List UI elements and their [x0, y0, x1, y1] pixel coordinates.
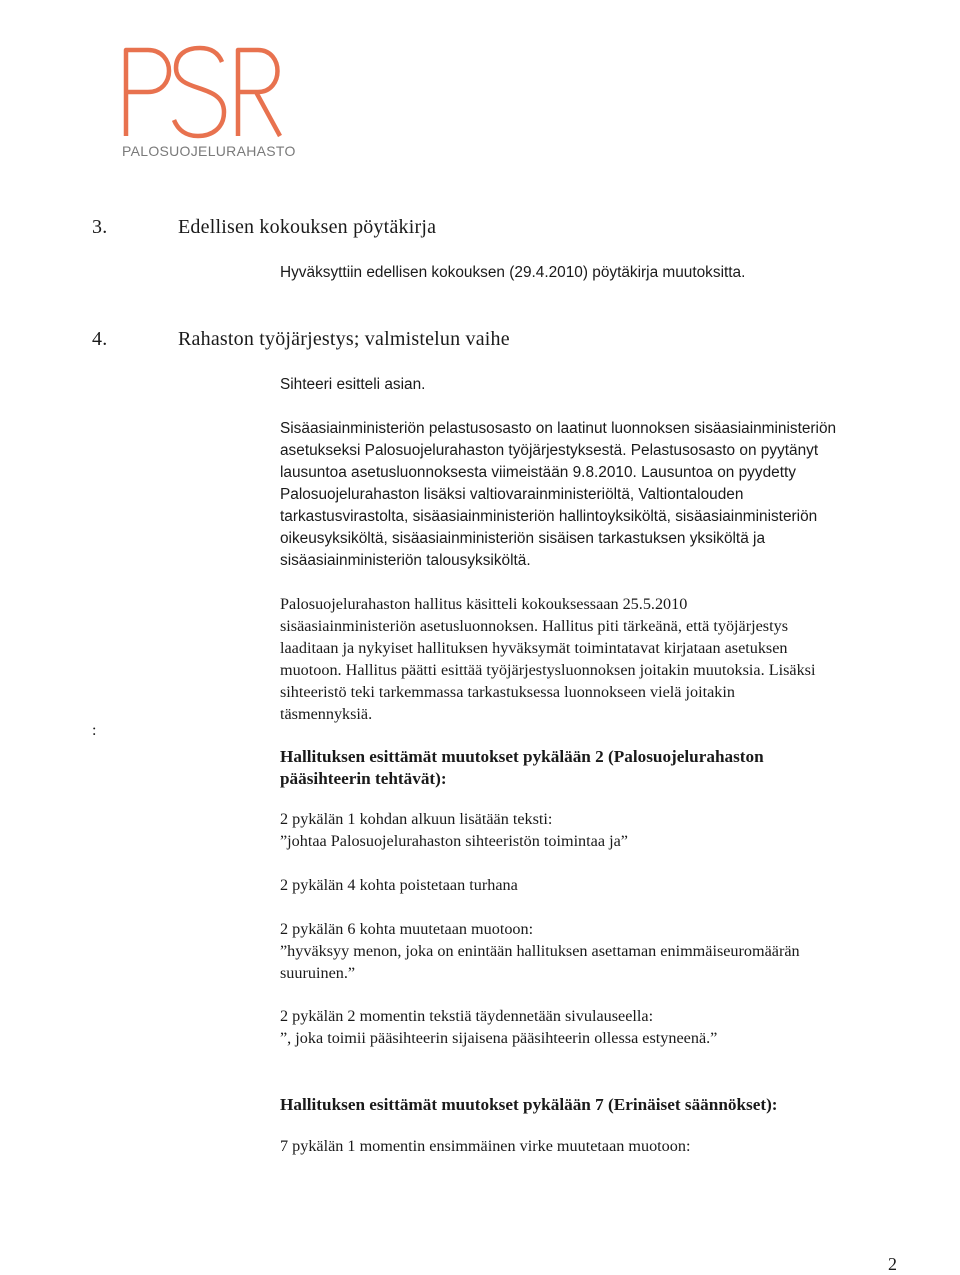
section-4-title: Rahaston työjärjestys; valmistelun vaihe [178, 328, 510, 350]
paragraph-1-line-5: tarkastusvirastolta, sisäasiainministeriön hallintoyksiköltä, sisäasiainministeriön [280, 508, 818, 525]
paragraph-2-line-2: sisäasiainministeriön asetusluonnoksen. Hallitus piti tärkeänä, että työjärjestys [280, 617, 789, 635]
section-4-paragraph-2 [280, 593, 890, 725]
paragraph-2-line-1: Palosuojelurahaston hallitus käsitteli kokouksessaan 25.5.2010 [280, 595, 688, 613]
paragraph-2-line-6: täsmennyksiä. [280, 705, 373, 723]
changes-2-heading-line-2: pääsihteerin tehtävät): [280, 769, 447, 788]
section-4-intro: Sihteeri esitteli asian. [280, 376, 426, 393]
changes-2-heading-line-1: Hallituksen esittämät muutokset pykälään 2 (Palosuojelurahaston [280, 747, 764, 766]
section-3-body: Hyväksyttiin edellisen kokouksen (29.4.2010) pöytäkirja muutoksitta. [280, 264, 746, 281]
change-2-1-line-1: 2 pykälän 1 kohdan alkuun lisätään teksti: [280, 810, 553, 828]
paragraph-1-line-4: Palosuojelurahaston lisäksi valtiovarainministeriöltä, Valtiontalouden [280, 486, 744, 503]
change-2-4: 2 pykälän 4 kohta poistetaan turhana [280, 876, 518, 894]
change-2-2-line-2: ”, joka toimii pääsihteerin sijaisena pääsihteerin ollessa estyneenä.” [280, 1029, 718, 1047]
changes-section-2-heading [280, 746, 900, 790]
page-number: 2 [888, 1254, 897, 1274]
change-2-6-line-3: suuruinen.” [280, 964, 356, 982]
paragraph-1-line-1: Sisäasiainministeriön pelastusosasto on laatinut luonnoksen sisäasiainministeriön [280, 420, 837, 437]
change-2-6-line-1: 2 pykälän 6 kohta muutetaan muotoon: [280, 920, 534, 938]
change-2-6 [280, 918, 890, 984]
psr-logo [118, 42, 298, 162]
section-3-heading [92, 216, 436, 239]
change-2-6-line-2: ”hyväksyy menon, joka on enintään hallituksen asettaman enimmäiseuromäärän [280, 942, 800, 960]
section-4-number: 4. [92, 328, 108, 350]
paragraph-2-line-4: muotoon. Hallitus päätti esittää työjärjestysluonnoksen joitakin muutoksia. Lisäksi [280, 661, 816, 679]
paragraph-1-line-6: oikeusyksiköltä, sisäasiainministeriön sisäisen tarkastuksen yksiköltä ja [280, 530, 766, 547]
section-3-number: 3. [92, 216, 108, 238]
changes-section-7-heading: Hallituksen esittämät muutokset pykälään 7 (Erinäiset säännökset): [280, 1095, 778, 1114]
paragraph-1-line-2: asetukseksi Palosuojelurahaston työjärjestyksestä. Pelastusosasto on pyytänyt [280, 442, 819, 459]
psr-wordmark: PALOSUOJELURAHASTO [122, 143, 296, 159]
section-4-heading [92, 328, 510, 351]
change-2-2 [280, 1005, 890, 1049]
margin-colon: : [92, 722, 97, 739]
change-2-2-line-1: 2 pykälän 2 momentin tekstiä täydennetään sivulauseella: [280, 1007, 654, 1025]
change-7-1: 7 pykälän 1 momentin ensimmäinen virke muutetaan muotoon: [280, 1137, 691, 1155]
paragraph-2-line-3: laaditaan ja nykyiset hallituksen hyväksymät toimintatavat kirjataan asetuksen [280, 639, 788, 657]
change-2-1-line-2: ”johtaa Palosuojelurahaston sihteeristön toimintaa ja” [280, 832, 628, 850]
paragraph-1-line-7: sisäasiainministeriön talousyksiköltä. [280, 552, 531, 569]
paragraph-2-line-5: sihteeristö teki tarkemmassa tarkastuksessa luonnokseen vielä joitakin [280, 683, 735, 701]
section-3-title: Edellisen kokouksen pöytäkirja [178, 216, 437, 238]
paragraph-1-line-3: lausuntoa asetusluonnoksesta viimeistään 9.8.2010. Lausuntoa on pyydetty [280, 464, 796, 481]
section-4-paragraph-1 [280, 418, 890, 572]
change-2-1 [280, 808, 890, 852]
psr-letters-mark [118, 42, 288, 142]
